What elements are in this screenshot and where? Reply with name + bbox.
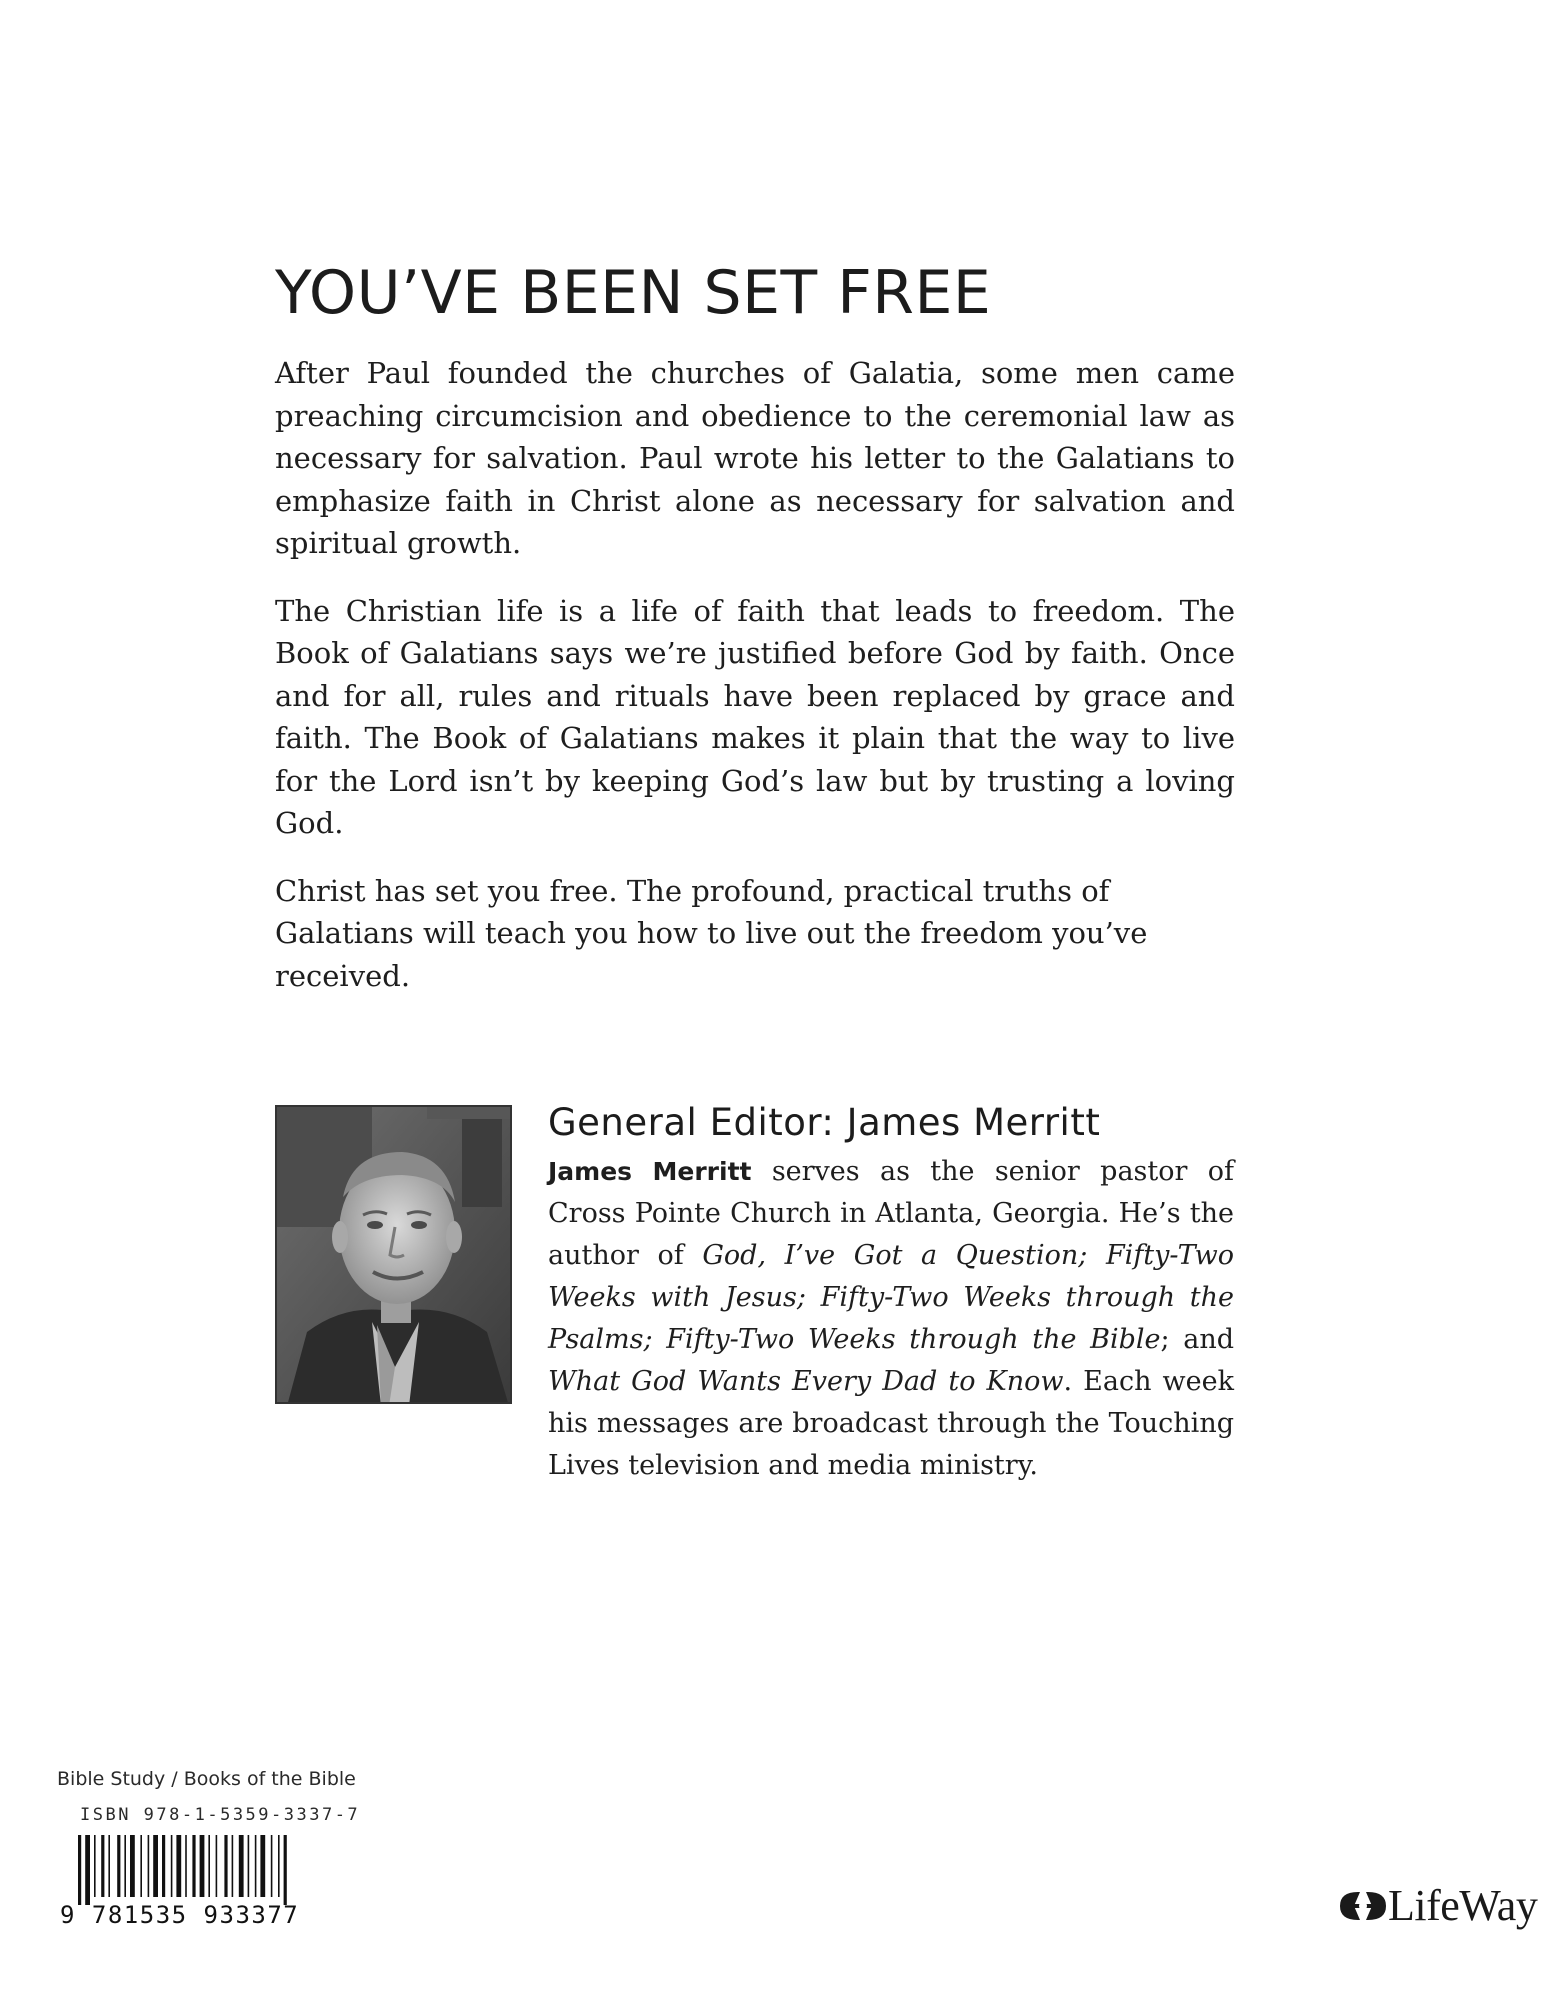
description xyxy=(275,352,1235,1022)
headline: YOU’VE BEEN SET FREE xyxy=(275,258,992,328)
editor-heading: General Editor: James Merritt xyxy=(548,1101,1101,1144)
publisher-logo xyxy=(1338,1880,1537,1931)
description-paragraph-3: Christ has set you free. The profound, practical truths of Galatians will teach you how to live out the freedom you’ve received. xyxy=(275,873,1148,993)
editor-bio-text-2: ; and xyxy=(1160,1324,1234,1355)
editor-bio-text-1: serves as the senior pastor of Cross Pointe Church in Atlanta, Georgia. He’s the author of xyxy=(548,1156,1234,1271)
editor-bio-text-3: . Each week his messages are broadcast through the Touching Lives television and media ministry. xyxy=(548,1366,1234,1481)
editor-books-2: What God Wants Every Dad to Know xyxy=(548,1366,1064,1397)
editor-name: James Merritt xyxy=(548,1157,752,1186)
barcode xyxy=(58,1835,358,1925)
editor-books-1: God, I’ve Got a Question; Fifty-Two Weeks with Jesus; Fifty-Two Weeks through the Psalms; Fifty-Two Weeks through the Bible xyxy=(548,1240,1234,1355)
author-photo xyxy=(275,1105,512,1404)
isbn-label: ISBN 978-1-5359-3337-7 xyxy=(80,1805,361,1825)
lifeway-icon xyxy=(1338,1888,1388,1924)
editor-bio xyxy=(548,1151,1234,1487)
description-paragraph-1: After Paul founded the churches of Galatia, some men came preaching circumcision and obedience to the ceremonial law as necessary for salvation. Paul wrote his letter to the Galatians to emphasize faith in Christ alone as necessary for salvation and spiritual growth. xyxy=(275,356,1235,560)
publisher-name: LifeWay xyxy=(1388,1881,1538,1930)
category-label: Bible Study / Books of the Bible xyxy=(57,1768,356,1790)
description-paragraph-2: The Christian life is a life of faith that leads to freedom. The Book of Galatians says we’re justified before God by faith. Once and for all, rules and rituals have been replaced by grace and faith. The Book of Galatians makes it plain that the way to live for the Lord isn’t by keeping God’s law but by trusting a loving God. xyxy=(275,593,1235,840)
barcode-digits: 9 781535 933377 xyxy=(60,1901,300,1925)
